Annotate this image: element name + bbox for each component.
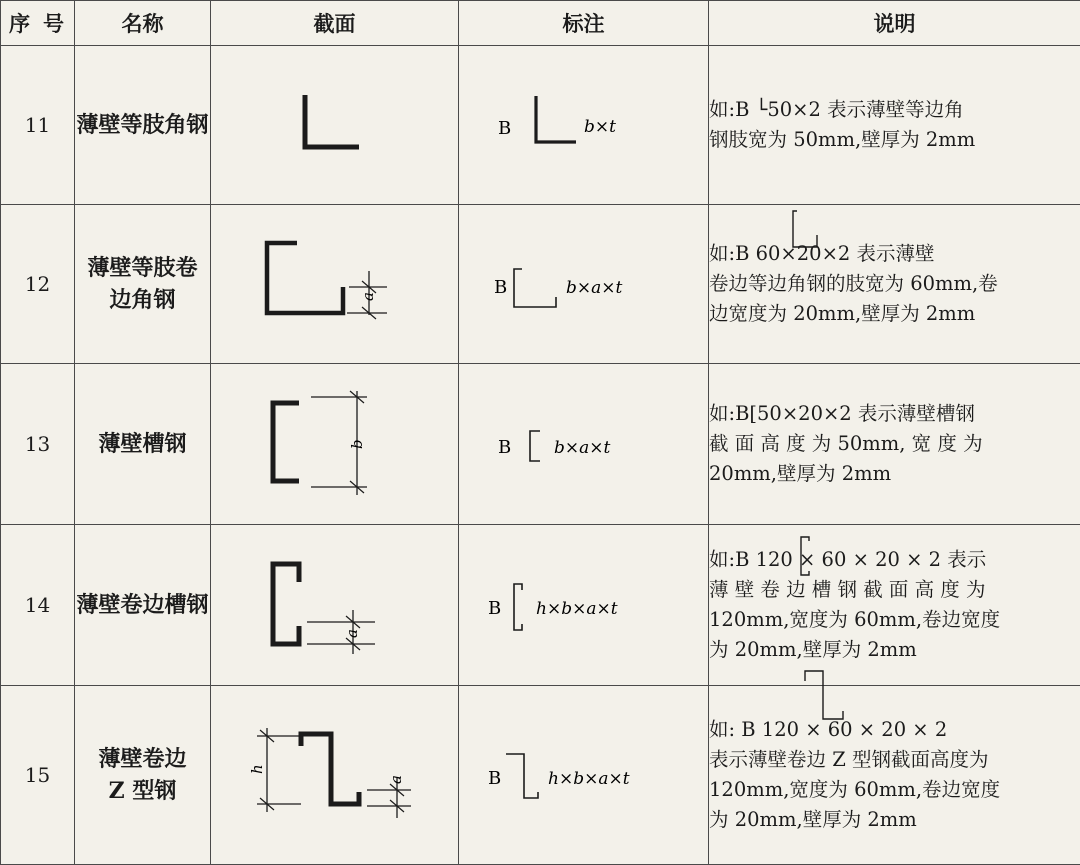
- section-drawing-lipped-channel: [211, 525, 459, 686]
- header-section: 截面: [211, 1, 459, 46]
- row-name: [75, 686, 211, 865]
- header-seq-a: 序: [9, 8, 30, 38]
- desc-line: 如:B └50×2 表示薄壁等边角: [709, 95, 1080, 125]
- row-number: 14: [1, 525, 75, 686]
- description-cell: [709, 364, 1080, 525]
- mark-prefix: B: [498, 437, 511, 458]
- angle-mark-icon: [484, 90, 684, 160]
- header-mark: 标注: [459, 1, 709, 46]
- section-drawing-lipped-angle: [211, 205, 459, 364]
- desc-line-text: 如:B 120 × 60 × 20 × 2 表示: [709, 548, 986, 571]
- desc-line: 为 20mm,壁厚为 2mm: [709, 635, 1080, 665]
- section-drawing-lipped-z: [211, 686, 459, 865]
- table-row-15: [1, 686, 1080, 865]
- name-line: 薄壁等肢角钢: [75, 109, 210, 141]
- mark-cell: [459, 46, 709, 205]
- name-line: 薄壁等肢卷: [75, 252, 210, 284]
- name-line: 薄壁槽钢: [75, 428, 210, 460]
- header-seq: [1, 1, 75, 46]
- desc-line: 边宽度为 20mm,壁厚为 2mm: [709, 299, 1080, 329]
- table-row-11: [1, 46, 1080, 205]
- row-number: 13: [1, 364, 75, 525]
- mark-cell: [459, 686, 709, 865]
- row-name: [75, 46, 211, 205]
- lipped-channel-inline-icon: [797, 535, 817, 579]
- name-line: 边角钢: [75, 284, 210, 316]
- lipped-z-mark-icon: [484, 740, 684, 810]
- table-row-12: [1, 205, 1080, 364]
- mark-prefix: B: [488, 598, 501, 619]
- desc-line: 120mm,宽度为 60mm,卷边宽度: [709, 775, 1080, 805]
- section-drawing-channel: [211, 364, 459, 525]
- row-name: [75, 364, 211, 525]
- mark-prefix: B: [498, 118, 511, 139]
- header-name: 名称: [75, 1, 211, 46]
- description-cell: [709, 205, 1080, 364]
- dim-a-label: a: [387, 775, 405, 784]
- header-row: [1, 1, 1080, 46]
- desc-line: 卷边等边角钢的肢宽为 60mm,卷: [709, 269, 1080, 299]
- mark-formula: b×a×t: [566, 278, 623, 298]
- mark-prefix: B: [488, 768, 501, 789]
- dim-a-label: a: [343, 629, 361, 638]
- desc-line-text: 如: B 120 × 60 × 20 × 2: [709, 718, 947, 741]
- desc-line: 薄 壁 卷 边 槽 钢 截 面 高 度 为: [709, 575, 1080, 605]
- lipped-angle-inline-icon: [791, 209, 821, 251]
- mark-formula: b×a×t: [554, 438, 611, 458]
- lipped-z-inline-icon: [803, 669, 855, 727]
- desc-line: [709, 239, 1080, 269]
- mark-formula: h×b×a×t: [536, 599, 618, 619]
- mark-formula: h×b×a×t: [548, 769, 630, 789]
- desc-line: [709, 545, 1080, 575]
- mark-formula: b×t: [584, 117, 616, 137]
- section-drawing-angle: [211, 46, 459, 205]
- desc-line: 钢肢宽为 50mm,壁厚为 2mm: [709, 125, 1080, 155]
- row-number: 12: [1, 205, 75, 364]
- desc-line: 为 20mm,壁厚为 2mm: [709, 805, 1080, 835]
- mark-cell: [459, 205, 709, 364]
- name-line: 薄壁卷边: [75, 743, 210, 775]
- header-seq-b: 号: [43, 8, 64, 38]
- mark-cell: [459, 525, 709, 686]
- lipped-angle-mark-icon: [484, 249, 684, 319]
- desc-line: 截 面 高 度 为 50mm, 宽 度 为: [709, 429, 1080, 459]
- channel-mark-icon: [484, 409, 684, 479]
- dim-a-label: a: [359, 292, 377, 301]
- name-line: Z 型钢: [75, 775, 210, 807]
- desc-line: 120mm,宽度为 60mm,卷边宽度: [709, 605, 1080, 635]
- desc-line: [709, 715, 1080, 745]
- name-line: 薄壁卷边槽钢: [75, 589, 210, 621]
- lipped-angle-section-icon: [245, 229, 425, 339]
- description-cell: [709, 525, 1080, 686]
- desc-line-text: 如:B 60×20×2 表示薄壁: [709, 242, 935, 265]
- table-row-14: [1, 525, 1080, 686]
- description-cell: [709, 46, 1080, 205]
- table-row-13: [1, 364, 1080, 525]
- desc-line: 如:B[50×20×2 表示薄壁槽钢: [709, 399, 1080, 429]
- channel-section-icon: [245, 389, 425, 499]
- equal-angle-section-icon: [275, 85, 395, 165]
- dim-b-label: b: [348, 439, 366, 449]
- dim-h-label: h: [248, 764, 266, 774]
- row-number: 15: [1, 686, 75, 865]
- lipped-channel-section-icon: [245, 550, 425, 660]
- row-name: [75, 205, 211, 364]
- header-desc: 说明: [709, 1, 1080, 46]
- lipped-z-section-icon: [235, 720, 435, 830]
- row-name: [75, 525, 211, 686]
- desc-line: 表示薄壁卷边 Z 型钢截面高度为: [709, 745, 1080, 775]
- mark-cell: [459, 364, 709, 525]
- lipped-channel-mark-icon: [484, 570, 684, 640]
- row-number: 11: [1, 46, 75, 205]
- description-cell: [709, 686, 1080, 865]
- desc-line: 20mm,壁厚为 2mm: [709, 459, 1080, 489]
- mark-prefix: B: [494, 277, 507, 298]
